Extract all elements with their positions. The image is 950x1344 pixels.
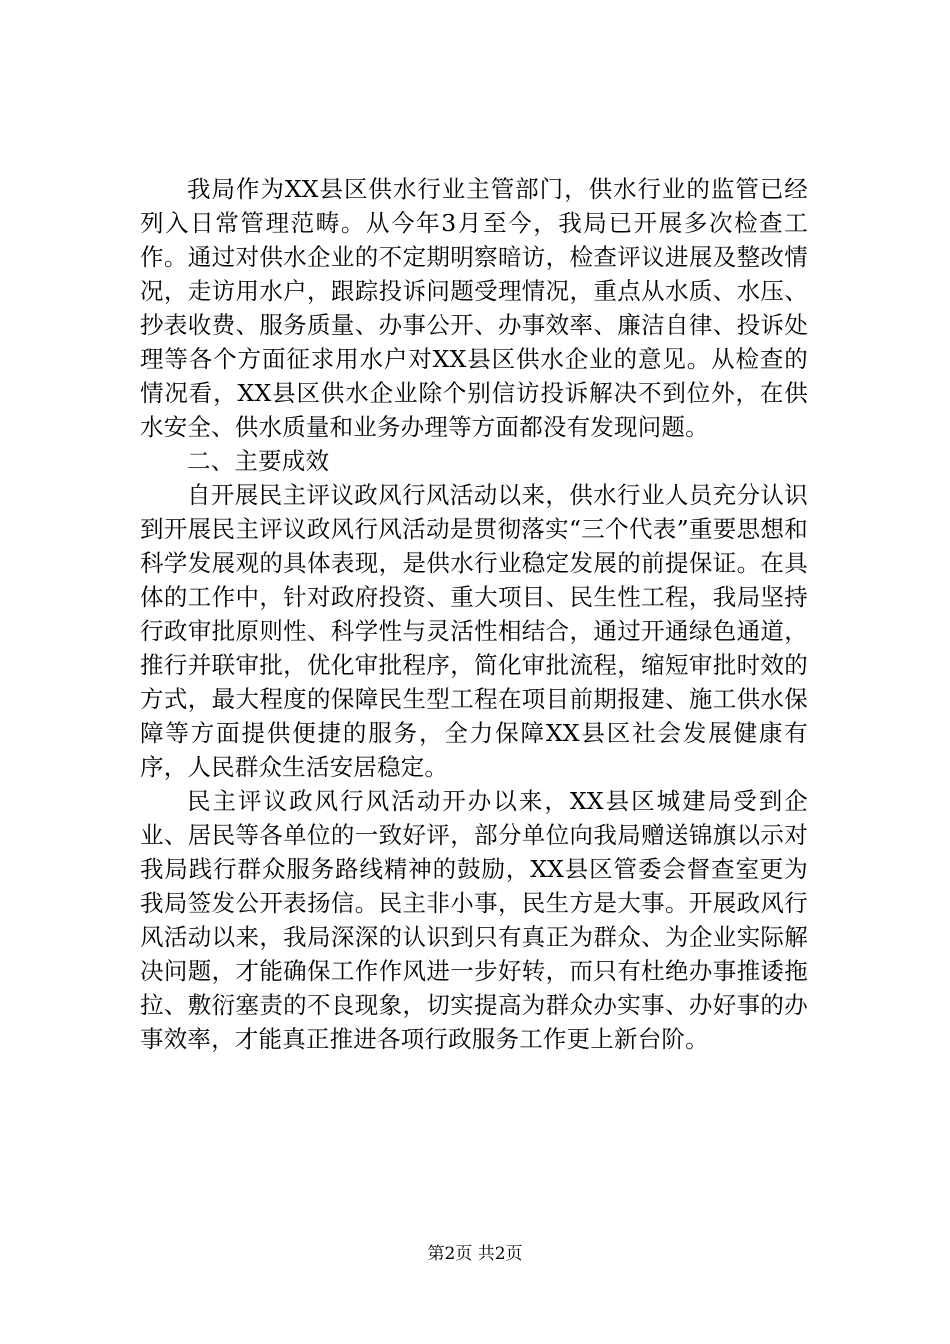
section-heading-main-results: 二、主要成效 [187,447,330,475]
document-body [140,172,808,1056]
page-number-footer: 第2页 共2页 [427,1244,523,1264]
paragraph-supervision: 我局作为XX县区供水行业主管部门，供水行业的监管已经列入日常管理范畴。从今年3月至今，我局已开展多次检查工作。通过对供水企业的不定期明察暗访，检查评议进展及整改情况，走访用水户，跟踪投诉问题受理情况，重点从水质、水压、抄表收费、服务质量、办事公开、办事效率、廉洁自律、投诉处理等各个方面征求用水户对XX县区供水企业的意见。从检查的情况看，XX县区供水企业除个别信访投诉解决不到位外，在供水安全、供水质量和业务办理等方面都没有发现问题。 [140,175,808,441]
paragraph-praise: 民主评议政风行风活动开办以来，XX县区城建局受到企业、居民等各单位的一致好评，部分单位向我局赠送锦旗以示对我局践行群众服务路线精神的鼓励，XX县区管委会督查室更为我局签发公开表扬信。民主非小事，民生方是大事。开展政风行风活动以来，我局深深的认识到只有真正为群众、为企业实际解决问题，才能确保工作作风进一步好转，而只有杜绝办事推诿拖拉、敷衍塞责的不良现象，切实提高为群众办实事、办好事的办事效率，才能真正推进各项行政服务工作更上新台阶。 [140,787,808,1053]
paragraph-results: 自开展民主评议政风行风活动以来，供水行业人员充分认识到开展民主评议政风行风活动是贯彻落实“三个代表”重要思想和科学发展观的具体表现，是供水行业稳定发展的前提保证。在具体的工作中，针对政府投资、重大项目、民生性工程，我局坚持行政审批原则性、科学性与灵活性相结合，通过开通绿色通道，推行并联审批，优化审批程序，简化审批流程，缩短审批时效的方式，最大程度的保障民生型工程在项目前期报建、施工供水保障等方面提供便捷的服务，全力保障XX县区社会发展健康有序，人民群众生活安居稳定。 [140,481,808,781]
